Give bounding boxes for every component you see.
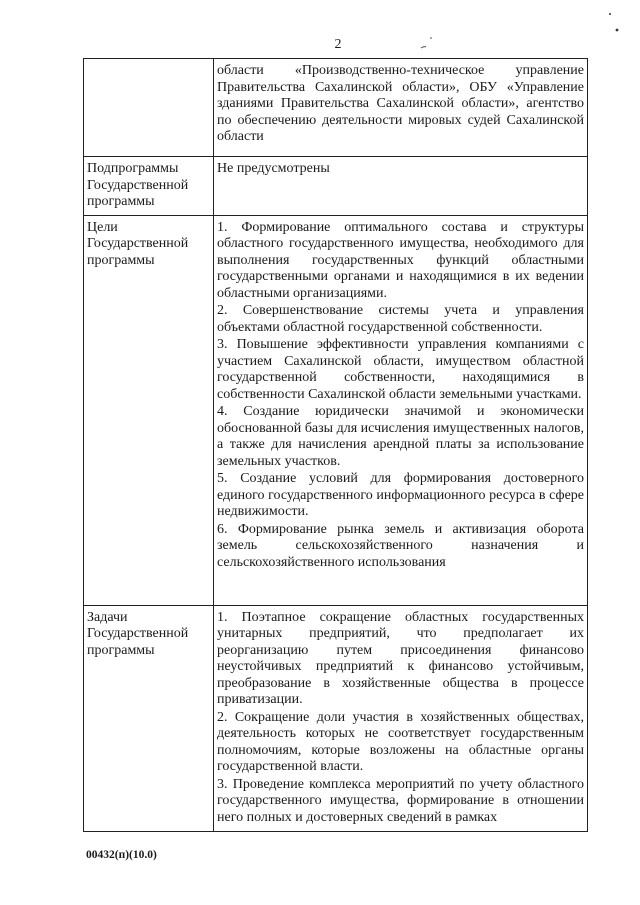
row-content xyxy=(214,157,588,216)
content-paragraph: области «Производственно-техническое управление Правительства Сахалинской области», ОБУ «Управление зданиями Правительства Сахалинской области», агентство по обеспечению деятельности мировых судей Сахалинской области xyxy=(217,63,584,144)
table-row-subprograms xyxy=(84,157,588,216)
row-label: Цели Государственной программы xyxy=(84,215,214,605)
row-content xyxy=(214,605,588,832)
table-row-tasks xyxy=(84,605,588,832)
task-item-2: 2. Сокращение доли участия в хозяйственных обществах, деятельность которых не соответствует государственным полномочиям, которые возложены на областные органы государственной власти. xyxy=(217,709,584,774)
goal-item-6: 6. Формирование рынка земель и активизация оборота земель сельскохозяйственного назначения и сельскохозяйственного использования xyxy=(217,521,584,570)
table-row-goals xyxy=(84,215,588,605)
goal-item-2: 2. Совершенствование системы учета и управления объектами областной государственной собственности. xyxy=(217,303,584,335)
goal-item-3: 3. Повышение эффективности управления компаниями с участием Сахалинской области, имуществом областной государственной собственности, находящимися в собственности Сахалинской области земельными участками. xyxy=(217,337,584,402)
passport-table xyxy=(83,58,588,832)
row-label: Задачи Государственной программы xyxy=(84,605,214,832)
row-content xyxy=(214,59,588,157)
table-row-continued xyxy=(84,59,588,157)
document-code: 00432(п)(10.0) xyxy=(86,849,157,861)
task-item-3: 3. Проведение комплекса мероприятий по учету областного государственного имущества, формирование в отношении него полных и достоверных сведений в рамках xyxy=(217,776,584,825)
row-label: Подпрограммы Государственной программы xyxy=(84,157,214,216)
row-label-empty xyxy=(84,59,214,157)
goal-item-5: 5. Создание условий для формирования достоверного единого государственного информационного ресурса в сфере недвижимости. xyxy=(217,471,584,519)
goal-item-4: 4. Создание юридически значимой и экономически обоснованной базы для исчисления имущественных налогов, а также для начисления арендной платы за использование земельных участков. xyxy=(217,404,584,469)
goal-item-1: 1. Формирование оптимального состава и структуры областного государственного имущества, необходимого для выполнения государственных функций областными государственными органами и находящимися в их ведении областными организациями. xyxy=(217,219,584,301)
content-paragraph: Не предусмотрены xyxy=(217,161,330,176)
page-number: 2 xyxy=(334,37,342,52)
task-item-1: 1. Поэтапное сокращение областных государственных унитарных предприятий, что предполагает их реорганизацию путем присоединения финансово неустойчивых предприятий к финансово устойчивым, преобразование в хозяйственные общества в процессе приватизации. xyxy=(217,609,584,707)
row-content xyxy=(214,215,588,605)
